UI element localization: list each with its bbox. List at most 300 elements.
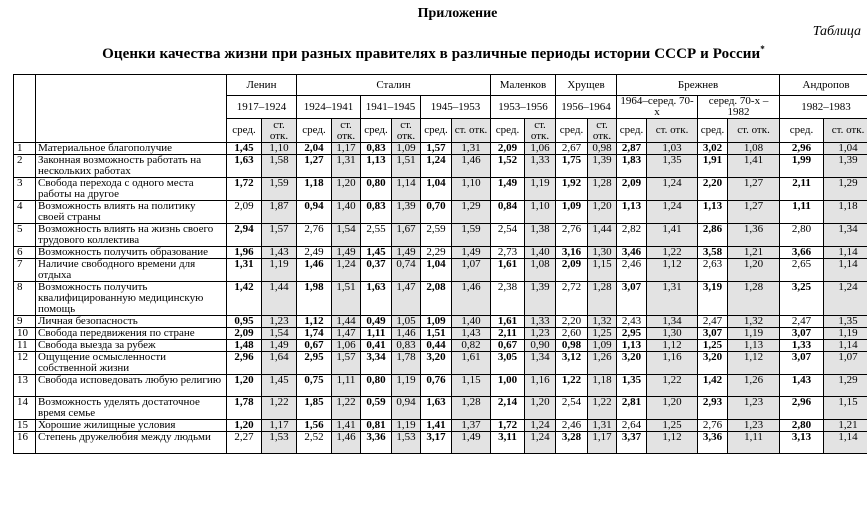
mean-cell: 1,56 xyxy=(297,420,332,432)
sd-cell: 1,22 xyxy=(332,397,361,420)
mean-cell: 2,63 xyxy=(698,259,728,282)
sd-cell: 0,90 xyxy=(525,340,556,352)
sd-cell: 1,40 xyxy=(525,247,556,259)
sd-cell: 1,51 xyxy=(332,282,361,316)
mean-cell: 0,80 xyxy=(361,375,392,397)
mean-cell: 1,63 xyxy=(421,397,452,420)
sd-cell: 1,53 xyxy=(262,432,297,454)
mean-cell: 1,11 xyxy=(780,201,824,224)
header-period: 1924–1941 xyxy=(297,96,361,119)
sd-cell: 1,15 xyxy=(452,375,491,397)
mean-cell: 0,41 xyxy=(361,340,392,352)
sd-cell: 1,12 xyxy=(728,352,780,375)
sd-cell: 1,13 xyxy=(728,340,780,352)
header-sd: ст. отк. xyxy=(647,119,698,143)
mean-cell: 3,17 xyxy=(421,432,452,454)
mean-cell: 0,37 xyxy=(361,259,392,282)
mean-cell: 1,12 xyxy=(297,316,332,328)
row-label: Хорошие жилищные условия xyxy=(36,420,227,432)
mean-cell: 3,07 xyxy=(698,328,728,340)
sd-cell: 1,19 xyxy=(392,375,421,397)
header-sd: ст. отк. xyxy=(452,119,491,143)
mean-cell: 0,44 xyxy=(421,340,452,352)
header-period: 1945–1953 xyxy=(421,96,491,119)
mean-cell: 1,22 xyxy=(556,375,588,397)
sd-cell: 1,17 xyxy=(262,420,297,432)
mean-cell: 2,09 xyxy=(556,259,588,282)
mean-cell: 1,98 xyxy=(297,282,332,316)
sd-cell: 1,32 xyxy=(728,316,780,328)
sd-cell: 1,12 xyxy=(647,259,698,282)
mean-cell: 3,11 xyxy=(491,432,525,454)
header-ruler-lenin: Ленин xyxy=(227,75,297,96)
header-ruler-khrushchev: Хрущев xyxy=(556,75,617,96)
row-number: 7 xyxy=(14,259,36,282)
sd-cell: 1,14 xyxy=(824,340,867,352)
table-row xyxy=(14,420,867,432)
mean-cell: 2,54 xyxy=(491,224,525,247)
mean-cell: 1,25 xyxy=(698,340,728,352)
mean-cell: 3,36 xyxy=(698,432,728,454)
sd-cell: 1,07 xyxy=(824,352,867,375)
mean-cell: 2,38 xyxy=(491,282,525,316)
sd-cell: 1,64 xyxy=(262,352,297,375)
sd-cell: 1,10 xyxy=(262,143,297,155)
sd-cell: 1,59 xyxy=(452,224,491,247)
sd-cell: 1,24 xyxy=(332,259,361,282)
mean-cell: 2,95 xyxy=(297,352,332,375)
sd-cell: 1,04 xyxy=(824,143,867,155)
header-period: 1964–серед. 70-х xyxy=(617,96,698,119)
header-mean: сред. xyxy=(698,119,728,143)
mean-cell: 0,67 xyxy=(297,340,332,352)
sd-cell: 1,32 xyxy=(588,316,617,328)
sd-cell: 1,10 xyxy=(452,178,491,201)
table-row xyxy=(14,155,867,178)
sd-cell: 1,46 xyxy=(452,155,491,178)
sd-cell: 1,61 xyxy=(452,352,491,375)
row-label: Возможность уделять достаточное время семье xyxy=(36,397,227,420)
mean-cell: 2,94 xyxy=(227,224,262,247)
mean-cell: 2,73 xyxy=(491,247,525,259)
row-number: 9 xyxy=(14,316,36,328)
mean-cell: 1,20 xyxy=(227,420,262,432)
mean-cell: 1,11 xyxy=(361,328,392,340)
sd-cell: 1,22 xyxy=(647,375,698,397)
mean-cell: 1,72 xyxy=(227,178,262,201)
sd-cell: 0,82 xyxy=(452,340,491,352)
sd-cell: 1,08 xyxy=(525,259,556,282)
sd-cell: 1,36 xyxy=(728,224,780,247)
mean-cell: 1,48 xyxy=(227,340,262,352)
sd-cell: 1,38 xyxy=(525,224,556,247)
sd-cell: 1,31 xyxy=(452,143,491,155)
sd-cell: 1,17 xyxy=(332,143,361,155)
sd-cell: 1,25 xyxy=(588,328,617,340)
mean-cell: 2,95 xyxy=(617,328,647,340)
table-row xyxy=(14,143,867,155)
row-number: 3 xyxy=(14,178,36,201)
row-label: Возможность влиять на жизнь своего трудового коллектива xyxy=(36,224,227,247)
header-mean: сред. xyxy=(780,119,824,143)
sd-cell: 1,22 xyxy=(647,247,698,259)
sd-cell: 1,37 xyxy=(452,420,491,432)
sd-cell: 1,20 xyxy=(332,178,361,201)
row-number: 14 xyxy=(14,397,36,420)
table-row xyxy=(14,432,867,454)
sd-cell: 1,87 xyxy=(262,201,297,224)
sd-cell: 1,39 xyxy=(525,282,556,316)
table-row xyxy=(14,282,867,316)
mean-cell: 0,84 xyxy=(491,201,525,224)
table-row xyxy=(14,397,867,420)
mean-cell: 1,20 xyxy=(227,375,262,397)
mean-cell: 1,18 xyxy=(297,178,332,201)
sd-cell: 1,44 xyxy=(262,282,297,316)
sd-cell: 1,35 xyxy=(824,316,867,328)
mean-cell: 2,72 xyxy=(556,282,588,316)
mean-cell: 1,13 xyxy=(698,201,728,224)
header-period: 1953–1956 xyxy=(491,96,556,119)
row-label: Личная безопасность xyxy=(36,316,227,328)
mean-cell: 2,93 xyxy=(698,397,728,420)
sd-cell: 1,49 xyxy=(332,247,361,259)
row-number: 10 xyxy=(14,328,36,340)
sd-cell: 1,34 xyxy=(647,316,698,328)
mean-cell: 0,95 xyxy=(227,316,262,328)
mean-cell: 0,70 xyxy=(421,201,452,224)
mean-cell: 3,19 xyxy=(698,282,728,316)
sd-cell: 1,57 xyxy=(332,352,361,375)
header-mean: сред. xyxy=(421,119,452,143)
sd-cell: 1,16 xyxy=(525,375,556,397)
mean-cell: 3,20 xyxy=(617,352,647,375)
sd-cell: 1,67 xyxy=(392,224,421,247)
sd-cell: 1,31 xyxy=(588,420,617,432)
sd-cell: 1,78 xyxy=(392,352,421,375)
sd-cell: 1,43 xyxy=(262,247,297,259)
header-sd: ст. отк. xyxy=(588,119,617,143)
mean-cell: 3,66 xyxy=(780,247,824,259)
mean-cell: 2,76 xyxy=(698,420,728,432)
sd-cell: 1,49 xyxy=(452,247,491,259)
sd-cell: 0,74 xyxy=(392,259,421,282)
mean-cell: 1,13 xyxy=(617,201,647,224)
row-label: Возможность получить образование xyxy=(36,247,227,259)
sd-cell: 1,14 xyxy=(824,432,867,454)
sd-cell: 1,24 xyxy=(525,432,556,454)
sd-cell: 1,23 xyxy=(262,316,297,328)
table-label: Таблица xyxy=(812,24,861,39)
table-row xyxy=(14,316,867,328)
mean-cell: 3,05 xyxy=(491,352,525,375)
sd-cell: 1,21 xyxy=(728,247,780,259)
header-sd: ст. отк. xyxy=(525,119,556,143)
sd-cell: 1,28 xyxy=(452,397,491,420)
sd-cell: 1,47 xyxy=(332,328,361,340)
table-row xyxy=(14,340,867,352)
header-mean: сред. xyxy=(556,119,588,143)
mean-cell: 3,02 xyxy=(698,143,728,155)
mean-cell: 2,87 xyxy=(617,143,647,155)
mean-cell: 2,09 xyxy=(491,143,525,155)
sd-cell: 1,10 xyxy=(525,201,556,224)
sd-cell: 1,46 xyxy=(332,432,361,454)
mean-cell: 3,25 xyxy=(780,282,824,316)
sd-cell: 1,40 xyxy=(332,201,361,224)
mean-cell: 2,55 xyxy=(361,224,392,247)
header-blank-num xyxy=(14,75,36,143)
mean-cell: 2,52 xyxy=(297,432,332,454)
header-ruler-malenkov: Маленков xyxy=(491,75,556,96)
mean-cell: 0,94 xyxy=(297,201,332,224)
mean-cell: 3,07 xyxy=(780,352,824,375)
row-number: 1 xyxy=(14,143,36,155)
mean-cell: 1,09 xyxy=(556,201,588,224)
table-row xyxy=(14,259,867,282)
sd-cell: 1,18 xyxy=(588,375,617,397)
mean-cell: 2,14 xyxy=(491,397,525,420)
header-period: серед. 70-х – 1982 xyxy=(698,96,780,119)
header-sd: ст. отк. xyxy=(332,119,361,143)
mean-cell: 2,65 xyxy=(780,259,824,282)
mean-cell: 3,58 xyxy=(698,247,728,259)
row-number: 16 xyxy=(14,432,36,454)
sd-cell: 1,27 xyxy=(728,178,780,201)
sd-cell: 1,22 xyxy=(588,397,617,420)
sd-cell: 1,45 xyxy=(262,375,297,397)
sd-cell: 1,39 xyxy=(588,155,617,178)
sd-cell: 1,16 xyxy=(647,352,698,375)
sd-cell: 1,07 xyxy=(452,259,491,282)
appendix-heading: Приложение xyxy=(417,6,498,21)
mean-cell: 0,76 xyxy=(421,375,452,397)
row-number: 5 xyxy=(14,224,36,247)
sd-cell: 1,29 xyxy=(824,375,867,397)
sd-cell: 1,28 xyxy=(728,282,780,316)
sd-cell: 1,26 xyxy=(588,352,617,375)
mean-cell: 2,60 xyxy=(556,328,588,340)
header-period: 1956–1964 xyxy=(556,96,617,119)
mean-cell: 2,11 xyxy=(491,328,525,340)
mean-cell: 0,83 xyxy=(361,143,392,155)
table-row xyxy=(14,328,867,340)
mean-cell: 2,76 xyxy=(556,224,588,247)
header-ruler-brezhnev: Брежнев xyxy=(617,75,780,96)
mean-cell: 2,49 xyxy=(297,247,332,259)
header-sd: ст. отк. xyxy=(262,119,297,143)
mean-cell: 2,04 xyxy=(297,143,332,155)
table-row xyxy=(14,224,867,247)
mean-cell: 2,20 xyxy=(556,316,588,328)
row-number: 11 xyxy=(14,340,36,352)
table-row xyxy=(14,375,867,397)
sd-cell: 1,24 xyxy=(647,201,698,224)
row-label: Материальное благополучие xyxy=(36,143,227,155)
sd-cell: 1,15 xyxy=(824,397,867,420)
sd-cell: 1,41 xyxy=(647,224,698,247)
mean-cell: 3,12 xyxy=(556,352,588,375)
mean-cell: 2,09 xyxy=(227,201,262,224)
mean-cell: 1,57 xyxy=(421,143,452,155)
sd-cell: 1,24 xyxy=(824,282,867,316)
mean-cell: 1,83 xyxy=(617,155,647,178)
mean-cell: 1,99 xyxy=(780,155,824,178)
mean-cell: 1,78 xyxy=(227,397,262,420)
row-number: 12 xyxy=(14,352,36,375)
mean-cell: 3,34 xyxy=(361,352,392,375)
row-label: Свобода исповедовать любую религию xyxy=(36,375,227,397)
mean-cell: 1,75 xyxy=(556,155,588,178)
sd-cell: 1,20 xyxy=(525,397,556,420)
mean-cell: 1,45 xyxy=(227,143,262,155)
table-row xyxy=(14,247,867,259)
mean-cell: 1,85 xyxy=(297,397,332,420)
sd-cell: 1,27 xyxy=(728,201,780,224)
mean-cell: 1,43 xyxy=(780,375,824,397)
mean-cell: 0,49 xyxy=(361,316,392,328)
sd-cell: 1,19 xyxy=(728,328,780,340)
mean-cell: 2,96 xyxy=(780,397,824,420)
sd-cell: 1,15 xyxy=(588,259,617,282)
sd-cell: 1,08 xyxy=(728,143,780,155)
mean-cell: 2,82 xyxy=(617,224,647,247)
mean-cell: 0,83 xyxy=(361,201,392,224)
sd-cell: 1,40 xyxy=(452,316,491,328)
sd-cell: 1,06 xyxy=(525,143,556,155)
sd-cell: 1,26 xyxy=(728,375,780,397)
row-label: Возможность получить квалифицированную медицинскую помощь xyxy=(36,282,227,316)
sd-cell: 1,31 xyxy=(332,155,361,178)
mean-cell: 1,72 xyxy=(491,420,525,432)
sd-cell: 1,47 xyxy=(392,282,421,316)
mean-cell: 2,64 xyxy=(617,420,647,432)
mean-cell: 2,43 xyxy=(617,316,647,328)
mean-cell: 2,27 xyxy=(227,432,262,454)
sd-cell: 1,22 xyxy=(262,397,297,420)
header-period: 1982–1983 xyxy=(780,96,867,119)
mean-cell: 2,46 xyxy=(617,259,647,282)
sd-cell: 1,41 xyxy=(332,420,361,432)
quality-of-life-table xyxy=(13,74,867,454)
sd-cell: 1,20 xyxy=(588,201,617,224)
mean-cell: 2,67 xyxy=(556,143,588,155)
mean-cell: 1,74 xyxy=(297,328,332,340)
mean-cell: 2,96 xyxy=(780,143,824,155)
header-mean: сред. xyxy=(297,119,332,143)
row-label: Законная возможность работать на нескольких работах xyxy=(36,155,227,178)
sd-cell: 1,19 xyxy=(525,178,556,201)
sd-cell: 1,28 xyxy=(588,178,617,201)
mean-cell: 1,92 xyxy=(556,178,588,201)
mean-cell: 1,96 xyxy=(227,247,262,259)
header-period: 1941–1945 xyxy=(361,96,421,119)
mean-cell: 0,59 xyxy=(361,397,392,420)
mean-cell: 0,75 xyxy=(297,375,332,397)
sd-cell: 1,33 xyxy=(525,316,556,328)
sd-cell: 1,09 xyxy=(588,340,617,352)
mean-cell: 2,09 xyxy=(617,178,647,201)
sd-cell: 1,43 xyxy=(452,328,491,340)
mean-cell: 1,00 xyxy=(491,375,525,397)
mean-cell: 2,47 xyxy=(698,316,728,328)
header-mean: сред. xyxy=(617,119,647,143)
mean-cell: 1,49 xyxy=(491,178,525,201)
mean-cell: 1,27 xyxy=(297,155,332,178)
sd-cell: 1,30 xyxy=(647,328,698,340)
mean-cell: 1,61 xyxy=(491,259,525,282)
mean-cell: 2,81 xyxy=(617,397,647,420)
sd-cell: 1,05 xyxy=(392,316,421,328)
sd-cell: 1,44 xyxy=(588,224,617,247)
mean-cell: 1,52 xyxy=(491,155,525,178)
sd-cell: 1,23 xyxy=(728,420,780,432)
mean-cell: 1,51 xyxy=(421,328,452,340)
header-sd: ст. отк. xyxy=(824,119,867,143)
sd-cell: 1,11 xyxy=(332,375,361,397)
row-number: 15 xyxy=(14,420,36,432)
sd-cell: 1,59 xyxy=(262,178,297,201)
table-title xyxy=(0,44,867,63)
header-blank-label xyxy=(36,75,227,143)
mean-cell: 1,46 xyxy=(297,259,332,282)
mean-cell: 1,13 xyxy=(361,155,392,178)
sd-cell: 1,12 xyxy=(647,432,698,454)
mean-cell: 3,28 xyxy=(556,432,588,454)
header-sd: ст. отк. xyxy=(728,119,780,143)
sd-cell: 0,98 xyxy=(588,143,617,155)
mean-cell: 2,08 xyxy=(421,282,452,316)
mean-cell: 2,09 xyxy=(227,328,262,340)
mean-cell: 1,13 xyxy=(617,340,647,352)
mean-cell: 1,63 xyxy=(227,155,262,178)
mean-cell: 1,91 xyxy=(698,155,728,178)
sd-cell: 1,19 xyxy=(824,328,867,340)
sd-cell: 1,31 xyxy=(647,282,698,316)
row-label: Свобода перехода с одного места работы на другое xyxy=(36,178,227,201)
table-row xyxy=(14,352,867,375)
row-number: 2 xyxy=(14,155,36,178)
mean-cell: 3,16 xyxy=(556,247,588,259)
mean-cell: 1,33 xyxy=(780,340,824,352)
row-number: 8 xyxy=(14,282,36,316)
sd-cell: 1,44 xyxy=(332,316,361,328)
table-row xyxy=(14,201,867,224)
mean-cell: 1,41 xyxy=(421,420,452,432)
mean-cell: 1,04 xyxy=(421,178,452,201)
header-sd: ст. отк. xyxy=(392,119,421,143)
sd-cell: 1,34 xyxy=(525,352,556,375)
mean-cell: 3,07 xyxy=(617,282,647,316)
mean-cell: 2,47 xyxy=(780,316,824,328)
sd-cell: 1,24 xyxy=(647,178,698,201)
sd-cell: 1,14 xyxy=(392,178,421,201)
mean-cell: 2,29 xyxy=(421,247,452,259)
sd-cell: 1,51 xyxy=(392,155,421,178)
mean-cell: 1,63 xyxy=(361,282,392,316)
mean-cell: 1,31 xyxy=(227,259,262,282)
mean-cell: 3,20 xyxy=(698,352,728,375)
header-ruler-andropov: Андропов xyxy=(780,75,867,96)
row-number: 4 xyxy=(14,201,36,224)
title-footnote-mark: * xyxy=(760,44,765,54)
mean-cell: 2,76 xyxy=(297,224,332,247)
sd-cell: 1,17 xyxy=(588,432,617,454)
sd-cell: 1,53 xyxy=(392,432,421,454)
sd-cell: 1,25 xyxy=(647,420,698,432)
mean-cell: 2,20 xyxy=(698,178,728,201)
sd-cell: 1,39 xyxy=(392,201,421,224)
